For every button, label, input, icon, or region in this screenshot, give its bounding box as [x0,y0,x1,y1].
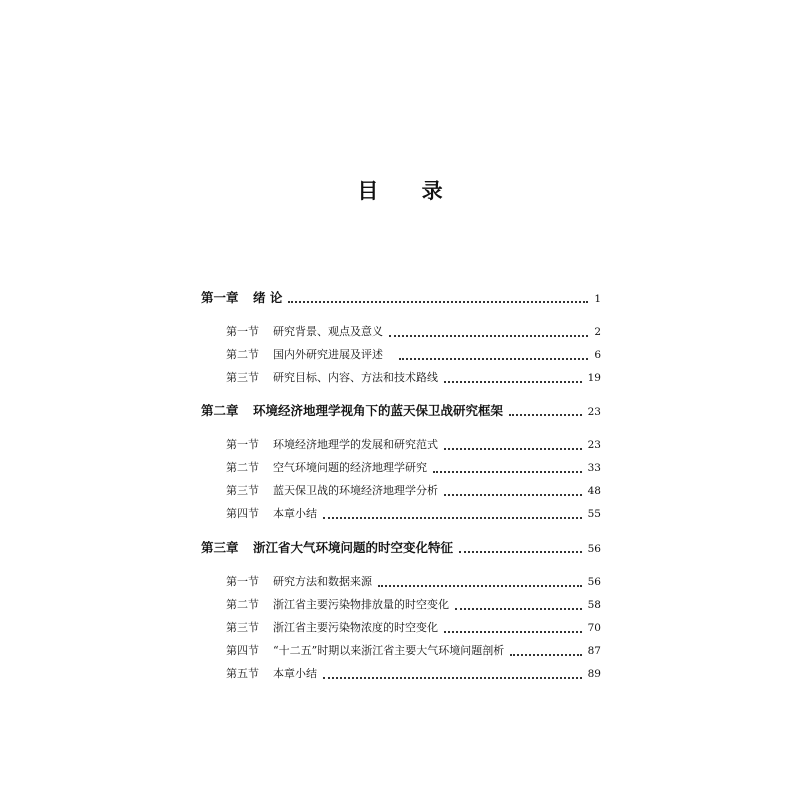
toc-section-3-4[interactable] [226,641,601,661]
dot-leader [444,447,582,450]
page-number: 33 [587,462,601,474]
page-number: 6 [594,349,601,361]
dot-leader [433,470,582,473]
toc-section-1-2[interactable] [226,345,601,365]
dot-leader [444,380,582,383]
dot-leader [444,493,582,496]
section-number: 第二节 [226,461,259,474]
toc-section-3-5[interactable] [226,664,601,684]
toc-chapter-3[interactable] [201,538,601,558]
dot-leader [444,630,582,633]
dot-leader [389,334,588,337]
dot-leader [399,357,588,360]
section-number: 第三节 [226,484,259,497]
toc-chapter-2[interactable] [201,401,601,421]
section-title: 本章小结 [273,667,317,680]
section-number: 第五节 [226,667,259,680]
toc-section-3-2[interactable] [226,595,601,615]
page-number: 48 [587,485,601,497]
toc-section-2-3[interactable] [226,481,601,501]
dot-leader [288,300,588,303]
page-number: 58 [587,599,601,611]
page-number: 56 [587,576,601,588]
toc-section-3-3[interactable] [226,618,601,638]
chapter-title: 浙江省大气环境问题的时空变化特征 [253,540,454,555]
section-number: 第三节 [226,621,259,634]
chapter-number: 第一章 [201,290,239,305]
toc-section-2-1[interactable] [226,435,601,455]
dot-leader [509,413,582,416]
chapter-number: 第三章 [201,540,239,555]
section-title: 环境经济地理学的发展和研究范式 [273,438,438,451]
page-number: 23 [587,439,601,451]
section-title: 研究方法和数据来源 [273,575,372,588]
toc-section-3-1[interactable] [226,572,601,592]
page-number: 19 [587,372,601,384]
chapter-number: 第二章 [201,403,239,418]
chapter-title: 绪 论 [253,290,283,305]
toc-chapter-1[interactable] [201,288,601,308]
dot-leader [455,607,582,610]
dot-leader [323,516,582,519]
chapter-title: 环境经济地理学视角下的蓝天保卫战研究框架 [253,403,504,418]
page-number: 70 [587,622,601,634]
section-number: 第一节 [226,325,259,338]
section-title: “十二五”时期以来浙江省主要大气环境问题剖析 [273,644,505,657]
section-title: 国内外研究进展及评述 [273,348,383,361]
toc-section-1-1[interactable] [226,322,601,342]
section-number: 第一节 [226,438,259,451]
section-title: 浙江省主要污染物浓度的时空变化 [273,621,438,634]
section-title: 空气环境问题的经济地理学研究 [273,461,427,474]
section-title: 蓝天保卫战的环境经济地理学分析 [273,484,438,497]
section-title: 本章小结 [273,507,317,520]
section-number: 第一节 [226,575,259,588]
dot-leader [323,676,582,679]
page-number: 2 [594,326,601,338]
page-number: 1 [594,293,601,305]
page-title: 目 录 [357,179,461,203]
page-number: 89 [587,668,601,680]
dot-leader [459,550,582,553]
section-number: 第四节 [226,644,259,657]
page-number: 23 [587,406,601,418]
toc-section-2-2[interactable] [226,458,601,478]
page-number: 55 [587,508,601,520]
page-number: 56 [587,543,601,555]
section-title: 研究背景、观点及意义 [273,325,383,338]
section-title: 浙江省主要污染物排放量的时空变化 [273,598,449,611]
toc-section-1-3[interactable] [226,368,601,388]
page-number: 87 [587,645,601,657]
section-number: 第二节 [226,598,259,611]
section-number: 第三节 [226,371,259,384]
section-number: 第四节 [226,507,259,520]
dot-leader [510,653,581,656]
dot-leader [378,584,582,587]
toc-section-2-4[interactable] [226,504,601,524]
section-number: 第二节 [226,348,259,361]
section-title: 研究目标、内容、方法和技术路线 [273,371,438,384]
